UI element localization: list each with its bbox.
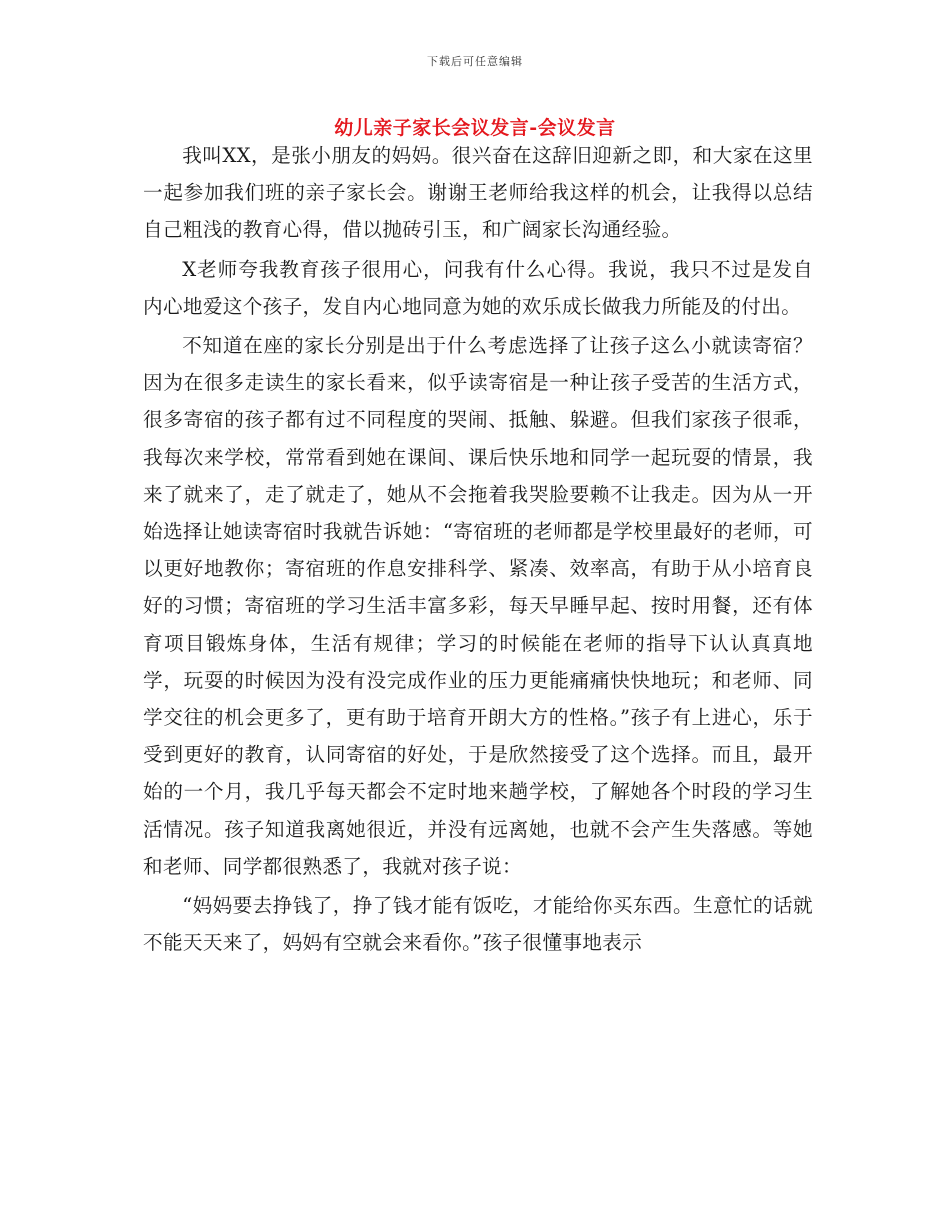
paragraph-intro: 我叫XX，是张小朋友的妈妈。很兴奋在这辞旧迎新之即，和大家在这里一起参加我们班的亲子家长会。谢谢王老师给我这样的机会，让我得以总结自己粗浅的教育心得，借以抛砖引玉，和广阔家长沟通经验。 (143, 144, 813, 242)
paragraph-boarding-school: 不知道在座的家长分别是出于什么考虑选择了让孩子这么小就读寄宿？因为在很多走读生的家长看来，似乎读寄宿是一种让孩子受苦的生活方式，很多寄宿的孩子都有过不同程度的哭闹、抵触、躲避。但我们家孩子很乖，我每次来学校，常常看到她在课间、课后快乐地和同学一起玩耍的情景，我来了就来了，走了就走了，她从不会拖着我哭脸要赖不让我走。因为从一开始选择让她读寄宿时我就告诉她：“寄宿班的老师都是学校里最好的老师，可以更好地教你；寄宿班的作息安排科学、紧凑、效率高，有助于从小培育良好的习惯；寄宿班的学习生活丰富多彩，每天早睡早起、按时用餐，还有体育项目锻炼身体，生活有规律；学习的时候能在老师的指导下认认真真地学，玩耍的时候因为没有没完成作业的压力更能痛痛快快地玩；和老师、同学交往的机会更多了，更有助于培育开朗大方的性格。”孩子有上进心，乐于受到更好的教育，认同寄宿的好处，于是欣然接受了这个选择。而且，最开始的一个月，我几乎每天都会不定时地来趟学校，了解她各个时段的学习生活情况。孩子知道我离她很近，并没有远离她，也就不会产生失落感。等她和老师、同学都很熟悉了，我就对孩子说： (143, 334, 813, 878)
document-title: 幼儿亲子家长会议发言-会议发言 (334, 117, 616, 139)
document-body (143, 137, 813, 961)
paragraph-teacher-praise: X老师夸我教育孩子很用心，问我有什么心得。我说，我只不过是发自内心地爱这个孩子，发自内心地同意为她的欢乐成长做我力所能及的付出。 (143, 257, 813, 318)
paragraph-earning-money: “妈妈要去挣钱了，挣了钱才能有饭吃，才能给你买东西。生意忙的话就不能天天来了，妈妈有空就会来看你。”孩子很懂事地表示 (143, 894, 813, 955)
page-header-note: 下载后可任意编辑 (427, 55, 523, 68)
